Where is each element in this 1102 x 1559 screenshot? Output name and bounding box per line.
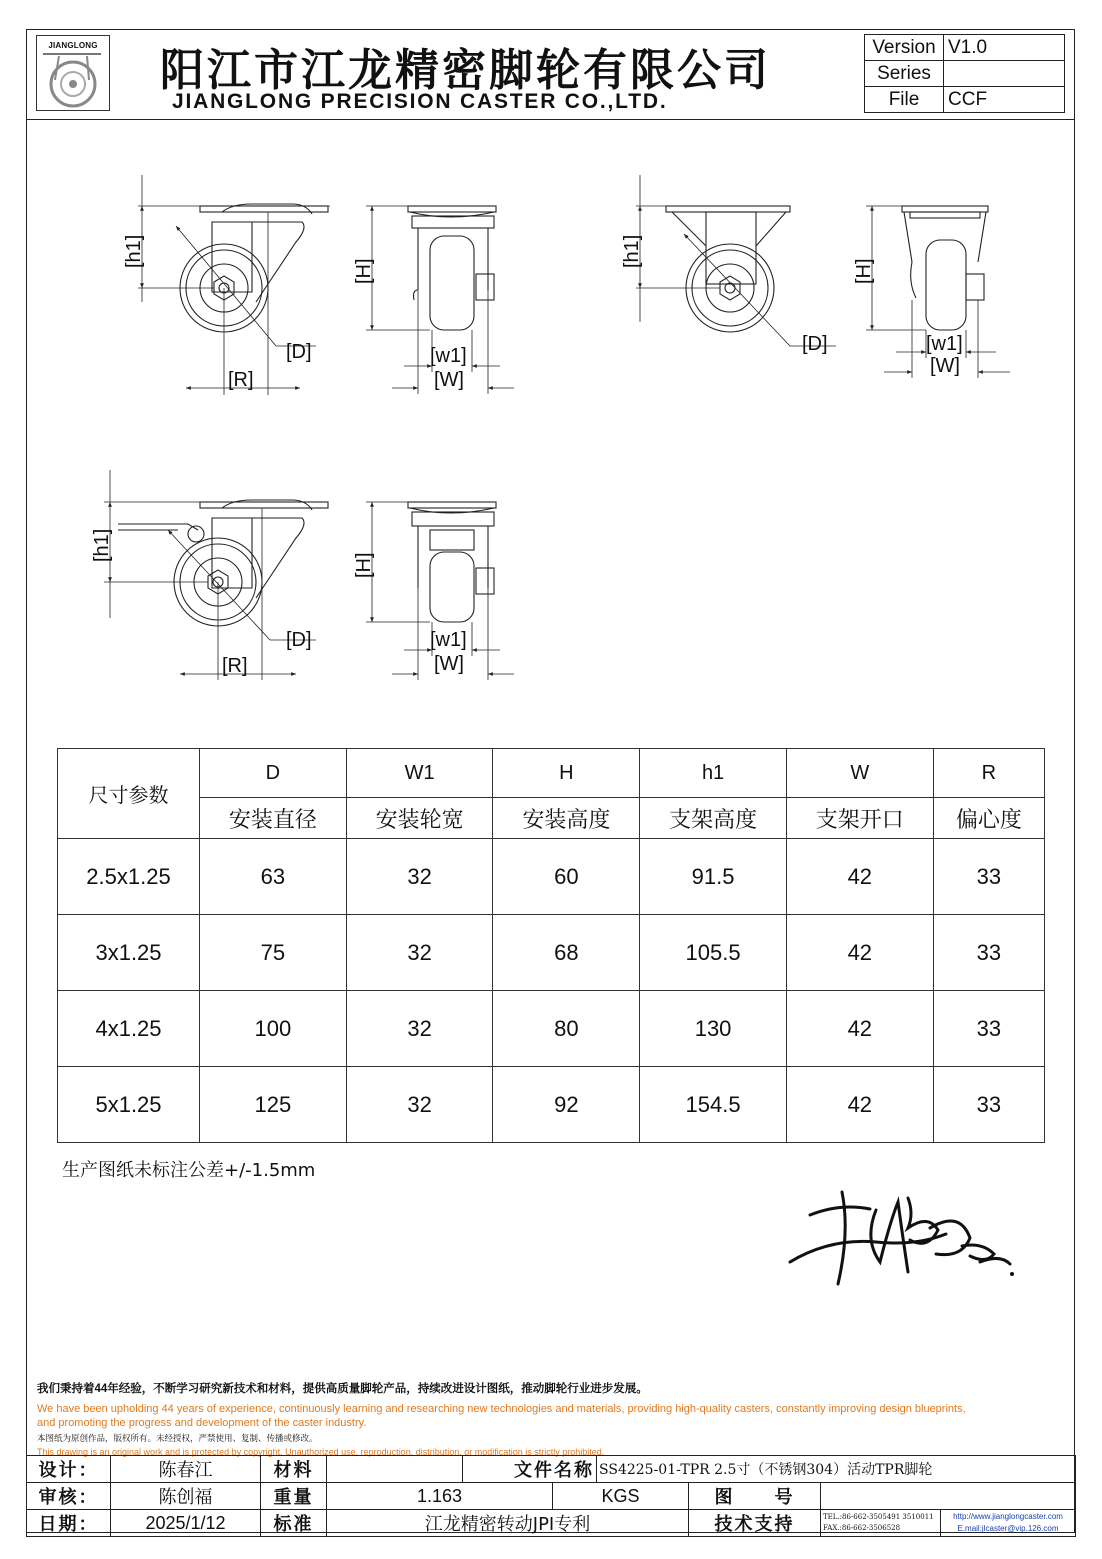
date-value: 2025/1/12	[111, 1510, 261, 1537]
dim-label-h: [H]	[853, 258, 875, 284]
table-corner-label: 尺寸参数	[58, 749, 200, 839]
value-cell: 60	[493, 839, 640, 915]
weight-value: 1.163	[327, 1483, 553, 1510]
column-code: h1	[640, 749, 787, 798]
column-code: H	[493, 749, 640, 798]
size-cell: 3x1.25	[58, 915, 200, 991]
fax-text: FAX.:86-662-3506528	[823, 1524, 901, 1532]
dim-label-h1: [h1]	[621, 234, 643, 268]
logo-text: JIANGLONG	[48, 41, 98, 50]
value-cell: 68	[493, 915, 640, 991]
value-cell: 154.5	[640, 1067, 787, 1143]
dim-label-d: [D]	[802, 333, 828, 355]
value-cell: 42	[786, 915, 933, 991]
technical-drawings	[0, 0, 1102, 720]
table-row	[58, 839, 1045, 915]
column-name: 支架高度	[640, 798, 787, 839]
value-cell: 42	[786, 991, 933, 1067]
dimension-table	[57, 748, 1045, 1143]
value-cell: 125	[200, 1067, 347, 1143]
dim-label-h: [H]	[353, 552, 375, 578]
mission-cn: 我们秉持着44年经验，不断学习研究新技术和材料，提供高质量脚轮产品，持续改进设计图纸，推动脚轮行业进步发展。	[37, 1383, 648, 1395]
column-name: 支架开口	[786, 798, 933, 839]
value-cell: 42	[786, 839, 933, 915]
material-label: 材料	[261, 1456, 327, 1483]
table-row	[58, 915, 1045, 991]
reviewer-value: 陈创福	[111, 1483, 261, 1510]
dim-label-h: [H]	[353, 258, 375, 284]
tel-text: TEL.:86-662-3505491 3510011	[823, 1513, 934, 1521]
column-code: D	[200, 749, 347, 798]
value-cell: 130	[640, 991, 787, 1067]
version-value: V1.0	[944, 35, 1065, 61]
table-row	[58, 1067, 1045, 1143]
dim-label-h1: [h1]	[91, 528, 113, 562]
title-block	[26, 1455, 1076, 1537]
value-cell: 100	[200, 991, 347, 1067]
value-cell: 32	[346, 1067, 493, 1143]
copyright-en: This drawing is an original work and is protected by copyright. Unauthorized use, reproduction, distribution, or modification is strictly prohibited.	[37, 1447, 605, 1457]
dim-label-h1: [h1]	[123, 234, 145, 268]
value-cell: 33	[933, 915, 1044, 991]
drawing-no-label: 图 号	[689, 1483, 821, 1510]
column-name: 安装直径	[200, 798, 347, 839]
table-row	[58, 991, 1045, 1067]
material-value	[327, 1456, 463, 1483]
value-cell: 32	[346, 991, 493, 1067]
rigid-side-view	[636, 175, 836, 346]
value-cell: 80	[493, 991, 640, 1067]
size-cell: 4x1.25	[58, 991, 200, 1067]
value-cell: 33	[933, 991, 1044, 1067]
value-cell: 91.5	[640, 839, 787, 915]
company-name-cn: 阳江市江龙精密脚轮有限公司	[160, 45, 771, 96]
column-name: 安装轮宽	[346, 798, 493, 839]
file-value: CCF	[944, 87, 1065, 113]
size-cell: 2.5x1.25	[58, 839, 200, 915]
value-cell: 42	[786, 1067, 933, 1143]
review-label: 审核：	[27, 1483, 111, 1510]
designer-value: 陈春江	[111, 1456, 261, 1483]
value-cell: 33	[933, 839, 1044, 915]
drawing-no-value	[821, 1483, 1076, 1510]
column-name: 偏心度	[933, 798, 1044, 839]
value-cell: 63	[200, 839, 347, 915]
copyright-cn: 本图纸为原创作品，版权所有。未经授权，严禁使用、复制、传播或修改。	[37, 1433, 318, 1443]
mission-statement	[37, 1380, 1077, 1457]
filename-label: 文件名称	[463, 1456, 597, 1483]
dim-label-w: [W]	[434, 653, 464, 675]
column-name: 安装高度	[493, 798, 640, 839]
tolerance-note: 生产图纸未标注公差+/-1.5mm	[62, 1160, 316, 1181]
size-cell: 5x1.25	[58, 1067, 200, 1143]
filename-value: SS4225-01-TPR 2.5寸（不锈钢304）活动TPR脚轮	[597, 1456, 1076, 1483]
standard-value: 江龙精密转动JPI专利	[327, 1510, 689, 1537]
standard-label: 标准	[261, 1510, 327, 1537]
mission-en-line2: and promoting the progress and development of the caster industry.	[37, 1417, 367, 1429]
company-name-en: JIANGLONG PRECISION CASTER CO.,LTD.	[172, 90, 668, 113]
value-cell: 32	[346, 839, 493, 915]
dim-label-w: [W]	[434, 369, 464, 391]
dim-label-w: [W]	[930, 355, 960, 377]
column-code: R	[933, 749, 1044, 798]
dim-label-w1: [w1]	[926, 333, 963, 355]
weight-label: 重量	[261, 1483, 327, 1510]
support-label: 技术支持	[689, 1510, 821, 1537]
contact-phone	[821, 1510, 941, 1537]
email-link[interactable]: E.mail:jlcaster@vip.126.com	[957, 1524, 1059, 1533]
file-label: File	[865, 87, 944, 113]
design-label: 设计：	[27, 1456, 111, 1483]
column-code: W1	[346, 749, 493, 798]
dim-label-r: [R]	[222, 655, 248, 677]
mission-en-line1: We have been upholding 44 years of experience, continuously learning and researching new technologies and materials, providing high-quality casters, constantly improving design blueprints,	[37, 1403, 966, 1415]
dim-label-w1: [w1]	[430, 629, 467, 651]
dim-label-w1: [w1]	[430, 345, 467, 367]
website-link[interactable]: http://www.jianglongcaster.com	[953, 1512, 1063, 1521]
weight-unit: KGS	[553, 1483, 689, 1510]
version-label: Version	[865, 35, 944, 61]
value-cell: 32	[346, 915, 493, 991]
dim-label-r: [R]	[228, 369, 254, 391]
dim-label-d: [D]	[286, 341, 312, 363]
column-code: W	[786, 749, 933, 798]
value-cell: 75	[200, 915, 347, 991]
signature-icon	[780, 1170, 1030, 1310]
value-cell: 105.5	[640, 915, 787, 991]
dim-label-d: [D]	[286, 629, 312, 651]
value-cell: 92	[493, 1067, 640, 1143]
series-label: Series	[865, 61, 944, 87]
value-cell: 33	[933, 1067, 1044, 1143]
contact-web	[941, 1510, 1076, 1537]
date-label: 日期：	[27, 1510, 111, 1537]
